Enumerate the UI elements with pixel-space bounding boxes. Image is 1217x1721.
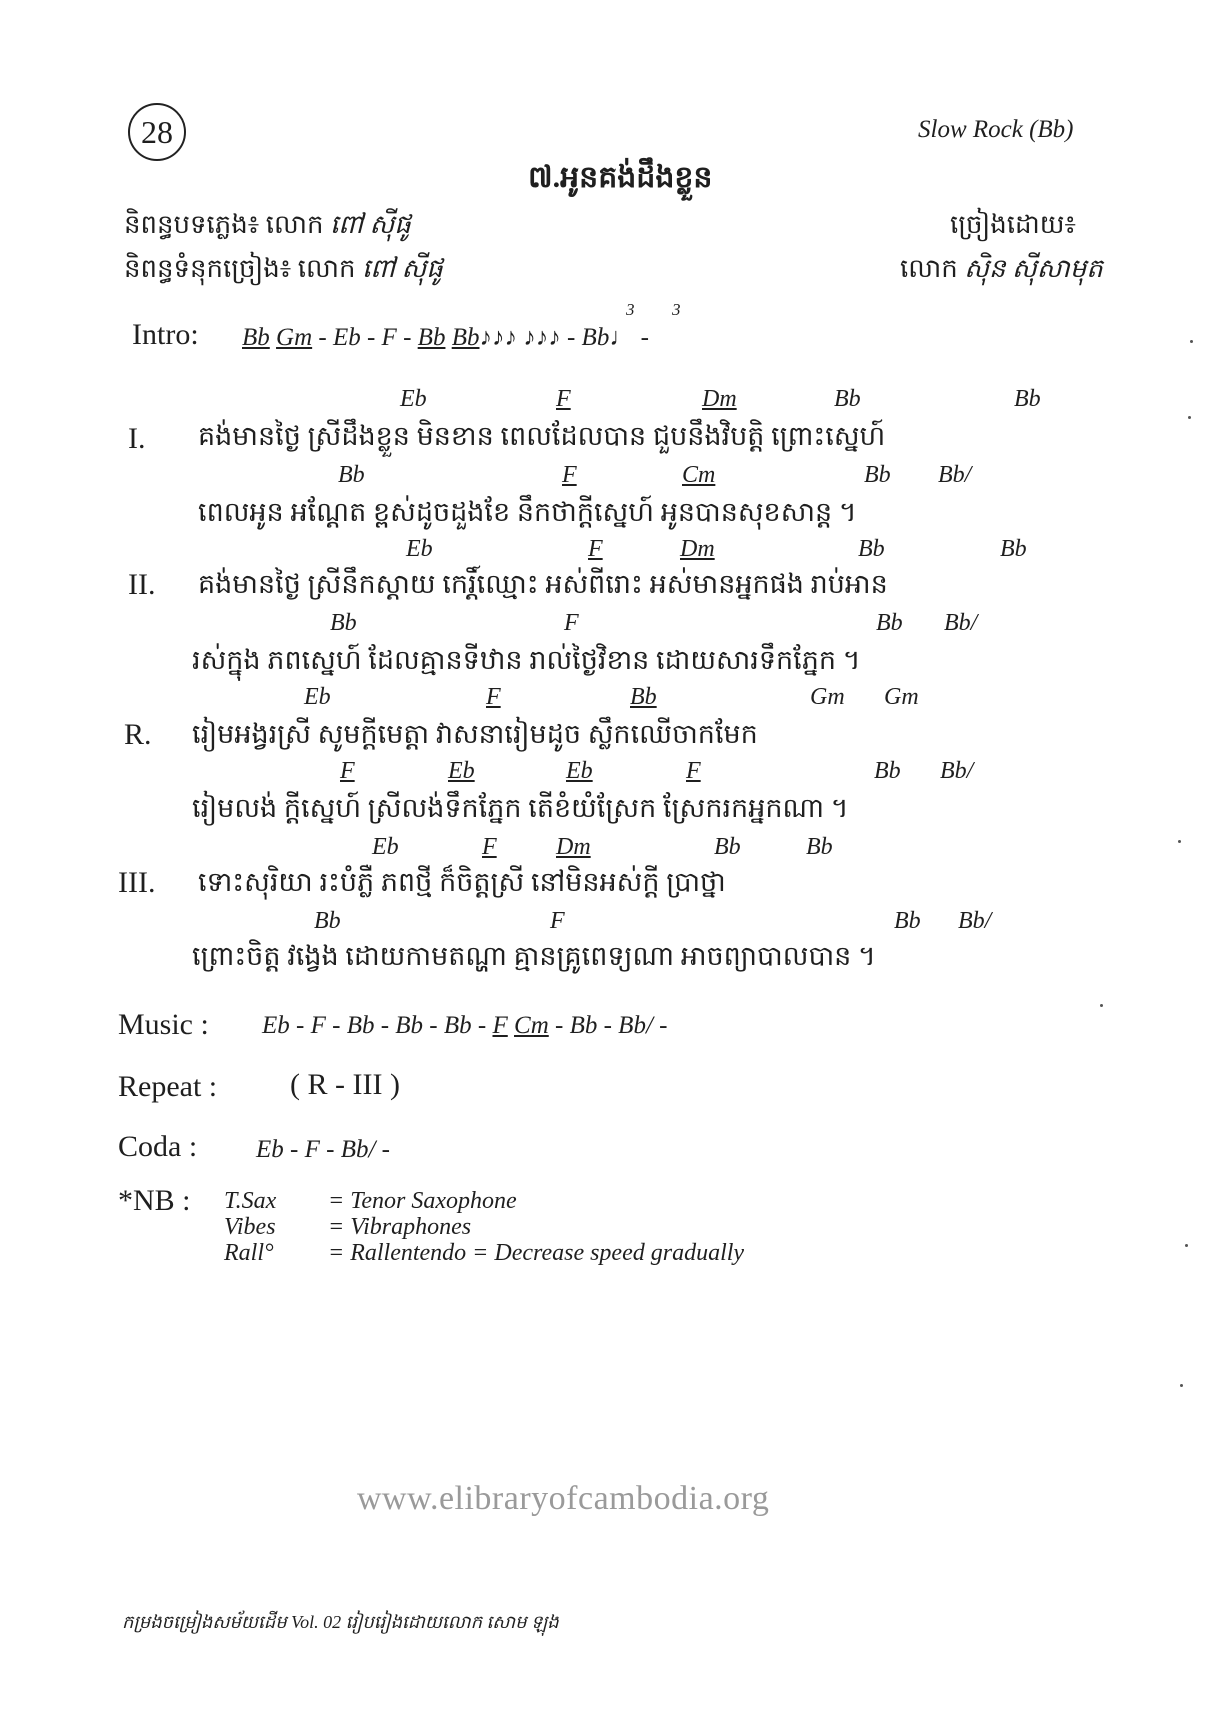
- chord: Bb/: [938, 462, 972, 488]
- intro-label: Intro:: [132, 318, 199, 351]
- singer-name: ស៊ិន ស៊ីសាមុត: [964, 254, 1103, 283]
- nb-abbr: Rall°: [224, 1240, 274, 1266]
- verse-label: I.: [128, 422, 146, 455]
- scan-speck: [1190, 340, 1193, 343]
- chord: Bb: [858, 536, 885, 562]
- lyric-line: ពេលអូន អណ្តែត ខ្ពស់ដូចដួងខែ នឹកថាក្តីស្នេហ៍ អូនបានសុខសាន្ត ។: [198, 497, 857, 527]
- chord: Dm: [556, 834, 591, 860]
- chord: Eb: [304, 684, 331, 710]
- intro-chord: Bb: [417, 324, 446, 351]
- lyricist-credit: [124, 252, 443, 290]
- chord: F: [556, 386, 571, 412]
- nb-abbr: Vibes: [224, 1214, 276, 1240]
- chord: F: [550, 908, 565, 934]
- lyric-line: រៀមអង្វរស្រី សូមក្តីមេត្តា វាសនារៀមដូច ស្លឹកឈើចាកមែក: [192, 719, 758, 749]
- chord: F: [564, 610, 579, 636]
- chord: Bb: [714, 834, 741, 860]
- chord: Bb: [1014, 386, 1041, 412]
- chord: Bb: [1000, 536, 1027, 562]
- music-label: Music :: [118, 1008, 209, 1041]
- singer-credit: [900, 252, 1103, 290]
- nb-abbr: T.Sax: [224, 1188, 277, 1214]
- music-chords: - Bb - Bb/ -: [555, 1012, 668, 1039]
- lyric-line: រស់ក្នុង ភពស្នេហ៍ ដែលគ្មានទីឋាន រាល់ថ្ងៃវិខាន ដោយសារទឹកភ្នែក ។: [192, 645, 861, 675]
- chord: Gm: [884, 684, 919, 710]
- chord: Cm: [682, 462, 716, 488]
- chord: F: [686, 758, 701, 784]
- chord: Dm: [680, 536, 715, 562]
- chord: Bb: [806, 834, 833, 860]
- chord: F: [486, 684, 501, 710]
- intro-chord: Bb: [451, 324, 480, 351]
- intro-progression: [242, 324, 649, 352]
- triplet-number: 3: [626, 300, 635, 319]
- nb-definition: = Tenor Saxophone: [328, 1188, 517, 1214]
- page-footer: កម្រងចម្រៀងសម័យដើម Vol. 02 រៀបរៀងដោយលោក សោម ឡុង: [122, 1612, 559, 1632]
- chord: Eb: [566, 758, 593, 784]
- chord: Eb: [400, 386, 427, 412]
- chord: Bb: [338, 462, 365, 488]
- chord: Bb/: [958, 908, 992, 934]
- verse-label: III.: [118, 866, 156, 899]
- scan-speck: [1178, 840, 1181, 843]
- page-number: 28: [128, 103, 186, 161]
- chord: Bb: [330, 610, 357, 636]
- chord: F: [588, 536, 603, 562]
- repeat-label: Repeat :: [118, 1070, 218, 1103]
- lyricist-label: និពន្ធទំនុកច្រៀង៖ លោក: [124, 254, 356, 283]
- lyric-line: គង់មានថ្ងៃ ស្រីនឹកស្តាយ កេរ្តិ៍ឈ្មោះ អស់ពីរោះ អស់មានអ្នកផង រាប់អាន: [198, 569, 888, 599]
- singer-label: ច្រៀងដោយ៖: [950, 210, 1076, 239]
- intro-chord: - Eb - F -: [318, 324, 412, 351]
- chord: Eb: [406, 536, 433, 562]
- nb-definition: = Vibraphones: [328, 1214, 472, 1240]
- music-progression: [262, 1012, 667, 1040]
- intro-chord: - Bb♩ -: [566, 324, 649, 351]
- scan-speck: [1185, 1244, 1188, 1247]
- lyric-line: រៀមលង់ ក្តីស្នេហ៍ ស្រីលង់ទឹកភ្នែក តើខំយំស្រែក ស្រែករកអ្នកណា ។: [192, 793, 849, 823]
- chord: Bb: [834, 386, 861, 412]
- chord: F: [340, 758, 355, 784]
- triplet-number: 3: [672, 300, 681, 319]
- music-composer-credit: [124, 208, 411, 246]
- watermark: www.elibraryofcambodia.org: [357, 1480, 770, 1517]
- intro-chord: Gm: [276, 324, 313, 351]
- chord: Bb: [314, 908, 341, 934]
- chord: F: [482, 834, 497, 860]
- chord: Bb: [630, 684, 657, 710]
- song-style: Slow Rock (Bb): [918, 116, 1074, 143]
- verse-label: II.: [128, 568, 156, 601]
- lyric-line: ព្រោះចិត្ត វង្វេង ដោយកាមតណ្ហា គ្មានគ្រូពេទ្យណា អាចព្យាបាលបាន ។: [192, 941, 876, 971]
- chord: Bb: [894, 908, 921, 934]
- music-composer-label: និពន្ធបទភ្លេង៖ លោក: [124, 210, 324, 239]
- triplet-notes: ♪♪♪ ♪♪♪: [479, 324, 561, 351]
- music-chords: Eb - F - Bb - Bb - Bb -: [262, 1012, 487, 1039]
- chord: Bb: [876, 610, 903, 636]
- nb-definition: = Rallentendo = Decrease speed gradually: [328, 1240, 745, 1266]
- music-chord: Cm: [514, 1012, 549, 1039]
- coda-progression: Eb - F - Bb/ -: [256, 1136, 390, 1163]
- singer-prefix: លោក: [900, 254, 958, 283]
- chord: Bb/: [940, 758, 974, 784]
- lyric-line: គង់មានថ្ងៃ ស្រីដឹងខ្លួន មិនខាន ពេលដែលបាន ជួបនឹងវិបត្តិ ព្រោះស្នេហ៍: [198, 421, 886, 451]
- chord: Eb: [372, 834, 399, 860]
- repeat-value: ( R - III ): [290, 1068, 400, 1101]
- lyricist-name: ពៅ ស៊ីផូ: [361, 254, 443, 283]
- music-chord: F: [492, 1012, 508, 1039]
- song-title: ៧.អូនគង់ដឹងខ្លួន: [528, 161, 713, 194]
- coda-label: Coda :: [118, 1130, 198, 1163]
- scan-speck: [1100, 1004, 1103, 1007]
- chord: Bb/: [944, 610, 978, 636]
- chord: Bb: [874, 758, 901, 784]
- chord: Bb: [864, 462, 891, 488]
- scan-speck: [1188, 416, 1191, 419]
- scan-speck: [1180, 1384, 1183, 1387]
- music-composer-name: ពៅ ស៊ីផូ: [329, 210, 411, 239]
- chord: Gm: [810, 684, 845, 710]
- chord: F: [562, 462, 577, 488]
- lyric-line: ទោះសុរិយា រះបំភ្លឺ ភពថ្មី ក៏ចិត្តស្រី នៅមិនអស់ក្តី ប្រាថ្នា: [198, 867, 726, 897]
- chord: Eb: [448, 758, 475, 784]
- verse-label: R.: [124, 718, 152, 751]
- intro-chord: Bb: [242, 324, 270, 351]
- chord: Dm: [702, 386, 737, 412]
- nb-label: *NB :: [118, 1184, 191, 1217]
